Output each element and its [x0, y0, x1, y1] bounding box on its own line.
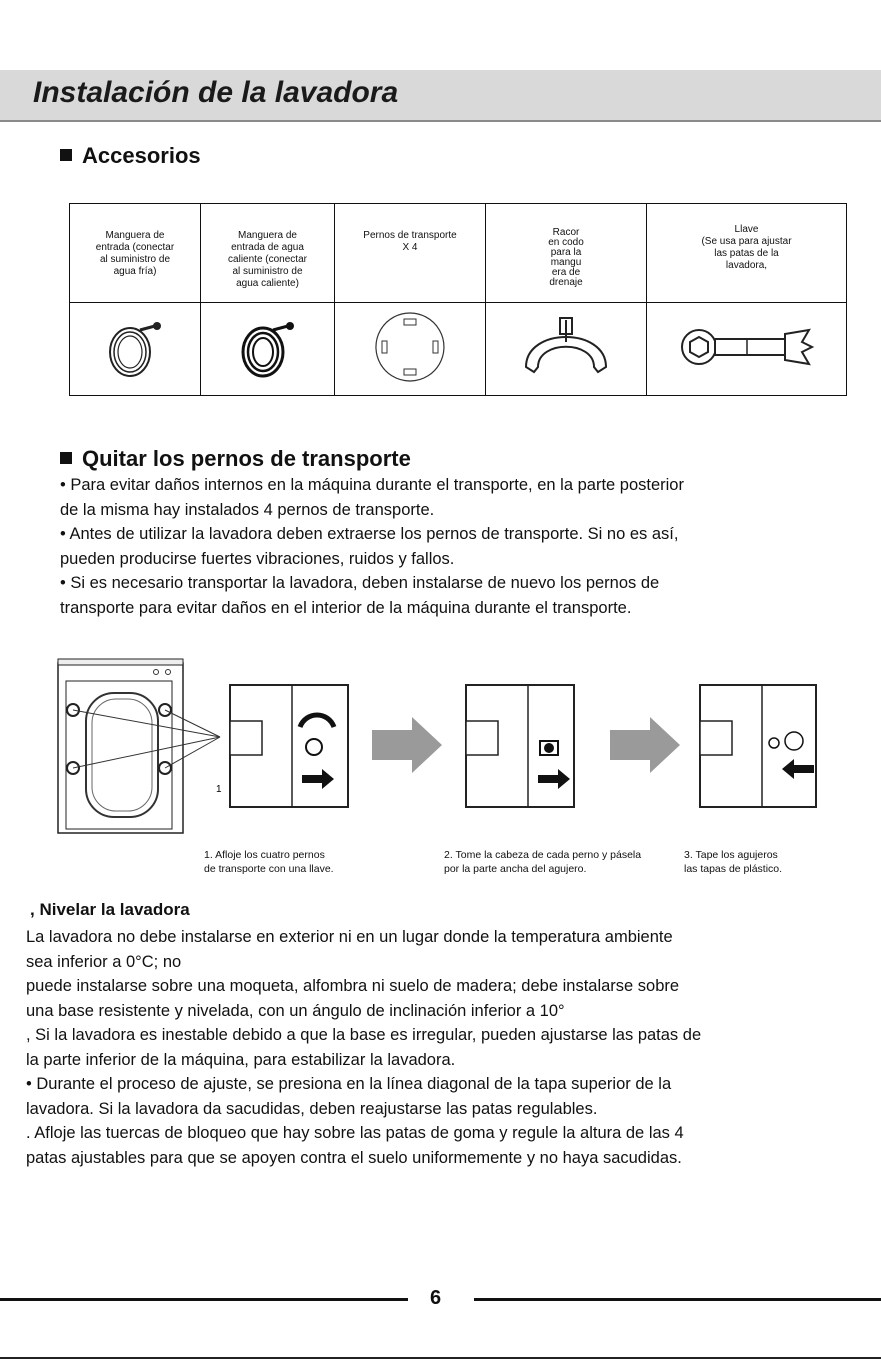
accessory-image-cell [335, 303, 486, 396]
step-2-caption: 2. Tome la cabeza de cada perno y pásela por la parte ancha del agujero. [444, 849, 642, 875]
text-line: puede instalarse sobre una moqueta, alfombra ni suelo de madera; debe instalarse sobre [26, 977, 680, 995]
wrench-icon [677, 322, 817, 372]
nivelar-heading: , Nivelar la lavadora [30, 900, 190, 919]
step-3-caption: 3. Tape los agujeros las tapas de plástico. [684, 849, 783, 875]
cold-hose-icon [100, 312, 170, 382]
accessory-cell [647, 204, 847, 303]
accessory-label: Racor en codo para la mangu era de drenaje [548, 227, 584, 288]
accessories-table [69, 203, 847, 396]
text-line: transporte para evitar daños en el interior de la máquina durante el transporte. [60, 598, 632, 617]
accessory-cell [486, 204, 647, 303]
text-line: de la misma hay instalados 4 pernos de transporte. [60, 500, 435, 519]
pernos-heading [60, 446, 411, 472]
step-1-panel [230, 685, 348, 807]
text-line: lavadora. Si la lavadora da sacudidas, deben reajustarse las patas regulables. [26, 1099, 598, 1118]
step-3-panel [700, 685, 816, 807]
accesorios-heading-text: Accesorios [82, 143, 201, 168]
accessory-cell [70, 204, 201, 303]
pernos-body [60, 473, 684, 620]
text-line: • Antes de utilizar la lavadora deben extraerse los pernos de transporte. Si no es así, [60, 525, 679, 543]
washer-back-illustration [58, 659, 220, 833]
step-2-panel [466, 685, 574, 807]
bottom-edge-line [0, 1357, 881, 1359]
accessory-image-cell [201, 303, 335, 396]
accessory-image-cell [70, 303, 201, 396]
text-line: La lavadora no debe instalarse en exterior ni en un lugar donde la temperatura ambiente [26, 928, 673, 946]
arrow-right-icon [372, 717, 442, 773]
page-number: 6 [430, 1287, 442, 1309]
pernos-heading-text: Quitar los pernos de transporte [82, 446, 411, 471]
elbow-bracket-icon [516, 312, 616, 382]
bolt-removal-figure [52, 655, 852, 845]
text-line: , Si la lavadora es inestable debido a que la base es irregular, pueden ajustarse las patas de [26, 1026, 702, 1044]
text-line: . Afloje las tuercas de bloqueo que hay sobre las patas de goma y regule la altura de las 4 [26, 1124, 684, 1142]
accessory-cell [201, 204, 335, 303]
transport-bolt-cap-icon [370, 307, 450, 387]
text-line: • Durante el proceso de ajuste, se presiona en la línea diagonal de la tapa superior de la [26, 1075, 672, 1093]
text-line: sea inferior a 0°C; no [26, 952, 182, 971]
accessory-image-cell [647, 303, 847, 396]
page-title: Instalación de la lavadora [33, 76, 399, 109]
square-bullet-icon [60, 149, 72, 161]
text-line: pueden producirse fuertes vibraciones, ruidos y fallos. [60, 549, 455, 568]
hot-hose-icon [233, 312, 303, 382]
accessory-label: Pernos de transporte X 4 [363, 230, 457, 253]
text-line: • Para evitar daños internos en la máquina durante el transporte, en la parte posterior [60, 476, 684, 494]
footer-rule-left [0, 1298, 408, 1301]
text-line: la parte inferior de la máquina, para estabilizar la lavadora. [26, 1050, 456, 1069]
arrow-right-icon [610, 717, 680, 773]
figure-marker: 1 [216, 784, 222, 795]
square-bullet-icon [60, 452, 72, 464]
accessory-label: Manguera de entrada de agua caliente (conectar al suministro de agua caliente) [228, 230, 307, 289]
text-line: • Si es necesario transportar la lavadora, deben instalarse de nuevo los pernos de [60, 574, 660, 592]
text-line: una base resistente y nivelada, con un ángulo de inclinación inferior a 10° [26, 1001, 565, 1020]
accessory-cell [335, 204, 486, 303]
nivelar-body [26, 925, 701, 1170]
accessory-label: Llave (Se usa para ajustar las patas de la lavadora, [701, 224, 792, 271]
accessory-label: Manguera de entrada (conectar al suministro de agua fría) [95, 230, 175, 277]
text-line: patas ajustables para que se apoyen contra el suelo uniformemente y no haya sacudidas. [26, 1148, 682, 1167]
accesorios-heading [60, 143, 201, 169]
footer-rule-right [474, 1298, 881, 1301]
accessory-image-cell [486, 303, 647, 396]
step-1-caption: 1. Afloje los cuatro pernos de transporte con una llave. [204, 849, 334, 875]
